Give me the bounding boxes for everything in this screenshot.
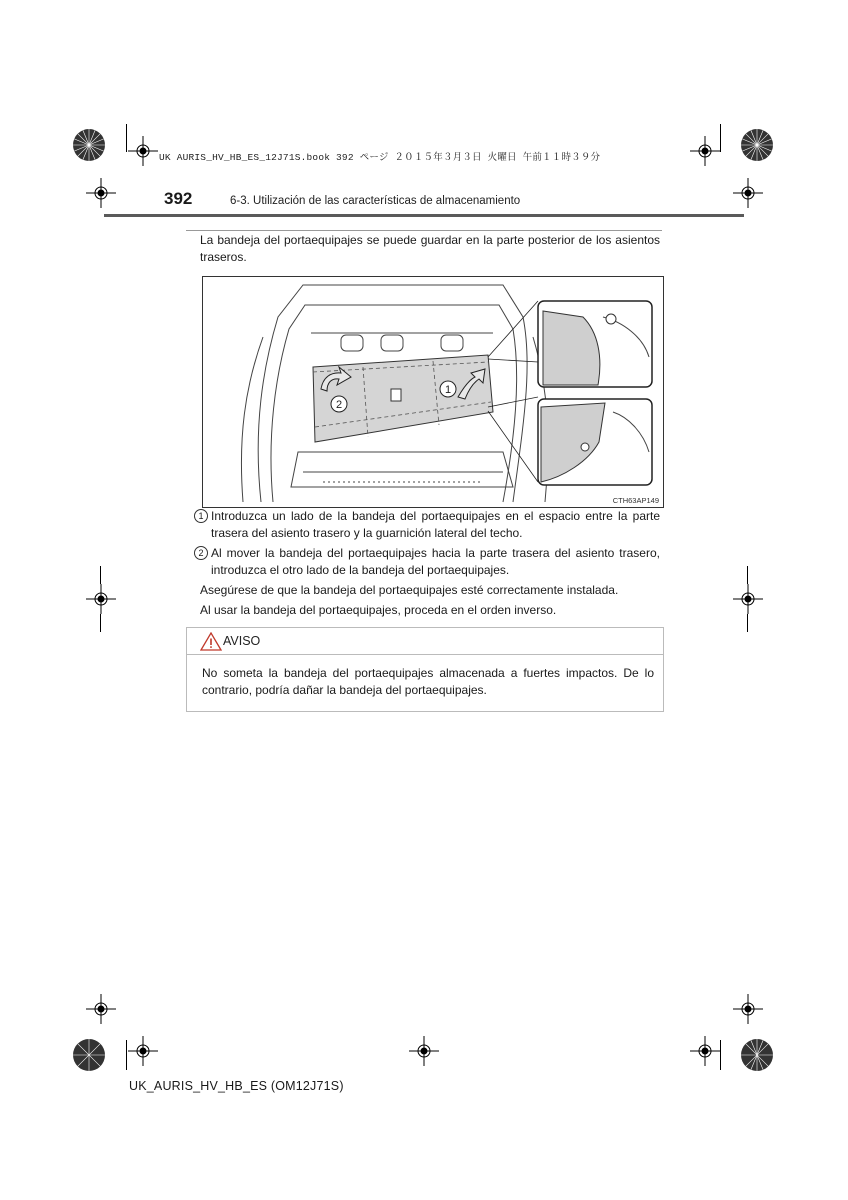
crosshair-icon xyxy=(690,1036,720,1066)
crosshair-icon xyxy=(86,584,116,614)
crop-line xyxy=(720,124,721,152)
section-title: 6-3. Utilización de las características de almacenamiento xyxy=(230,195,521,207)
luggage-area-illustration xyxy=(203,277,663,507)
note-text: Asegúrese de que la bandeja del portaequipajes esté correctamente instalada. xyxy=(200,583,619,597)
registration-target-icon xyxy=(72,1038,106,1072)
crop-line xyxy=(100,566,101,584)
crop-line xyxy=(126,1040,127,1070)
crosshair-icon xyxy=(690,136,720,166)
note-text: Al usar la bandeja del portaequipajes, proceda en el orden inverso. xyxy=(200,603,557,617)
intro-divider xyxy=(186,230,662,231)
footer-code: UK_AURIS_HV_HB_ES (OM12J71S) xyxy=(129,1079,344,1093)
step-text: Al mover la bandeja del portaequipajes hacia la parte trasera del asiento trasero, introduzca el otro lado de la bandeja del portaequipajes. xyxy=(211,546,660,577)
callout-1: 1 xyxy=(444,384,452,396)
callout-2: 2 xyxy=(335,399,343,411)
registration-target-icon xyxy=(72,128,106,162)
page-number: 392 xyxy=(164,189,193,208)
warning-text: No someta la bandeja del portaequipajes almacenada a fuertes impactos. De lo contrario, podría dañar la bandeja del portaequipajes. xyxy=(202,666,654,697)
book-header: UK AURIS_HV_HB_ES_12J71S.book 392 ページ ２０１５年３月３日 火曜日 午前１１時３９分 xyxy=(159,152,601,163)
step-item xyxy=(194,508,660,541)
step-number: 1 xyxy=(194,509,208,523)
intro-text: La bandeja del portaequipajes se puede guardar en la parte posterior de los asientos traseros. xyxy=(200,233,660,264)
step-number: 2 xyxy=(194,546,208,560)
header-rule xyxy=(104,214,744,217)
step-text: Introduzca un lado de la bandeja del portaequipajes en el espacio entre la parte trasera del asiento trasero y la guarnición lateral del techo. xyxy=(211,509,660,540)
crosshair-icon xyxy=(733,584,763,614)
crosshair-icon xyxy=(733,178,763,208)
registration-target-icon xyxy=(740,1038,774,1072)
crop-line xyxy=(100,614,101,632)
crosshair-icon xyxy=(733,994,763,1024)
crop-line xyxy=(747,566,748,584)
figure-code: CTH63AP149 xyxy=(612,496,659,505)
warning-title: AVISO xyxy=(223,634,261,648)
crop-line xyxy=(126,124,127,152)
crosshair-icon xyxy=(86,178,116,208)
crop-line xyxy=(747,614,748,632)
crop-line xyxy=(720,1040,721,1070)
registration-target-icon xyxy=(740,128,774,162)
illustration xyxy=(202,276,664,508)
warning-box xyxy=(186,627,664,712)
warning-triangle-icon xyxy=(200,632,222,651)
crosshair-icon xyxy=(86,994,116,1024)
step-item xyxy=(194,545,660,578)
crosshair-icon xyxy=(128,136,158,166)
crosshair-icon xyxy=(409,1036,439,1066)
warning-header xyxy=(187,628,663,655)
crosshair-icon xyxy=(128,1036,158,1066)
